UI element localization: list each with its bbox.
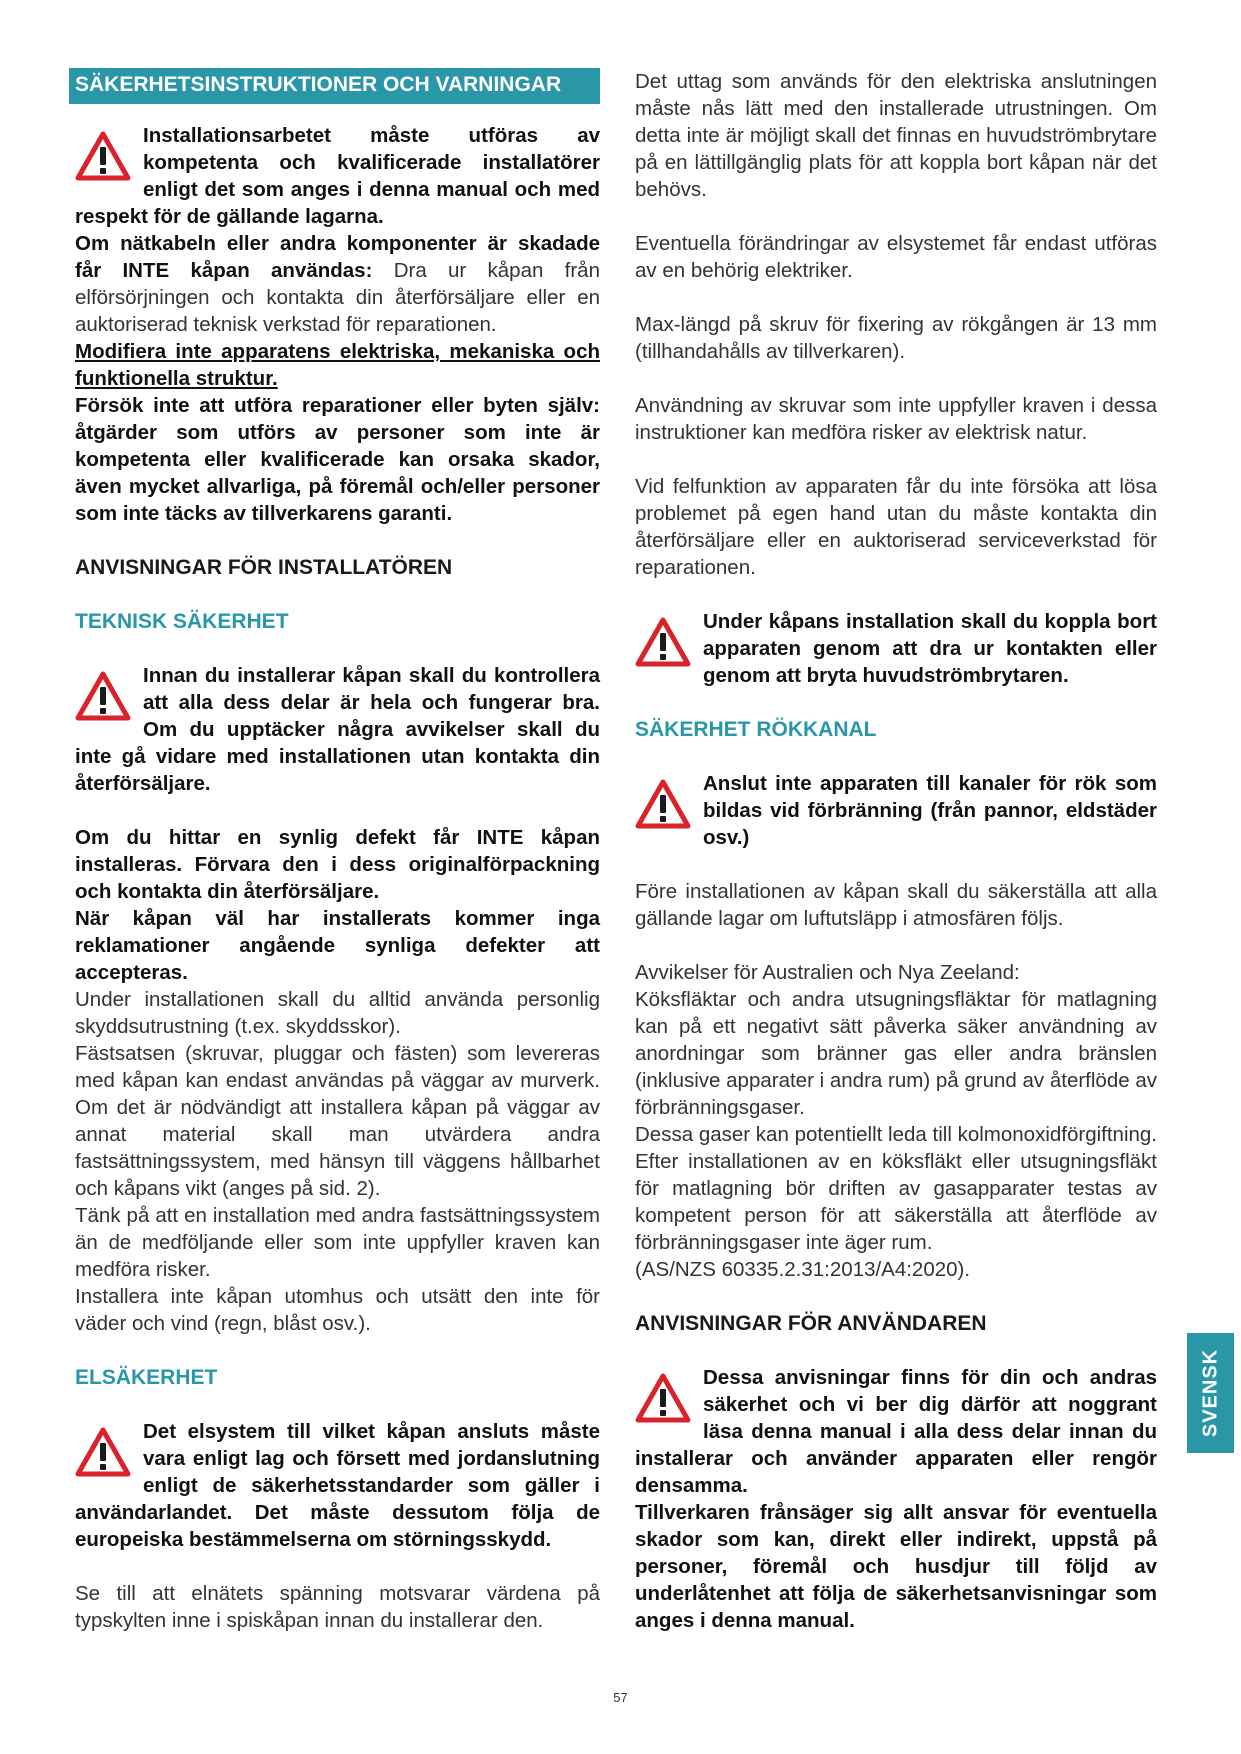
paragraph: Användning av skruvar som inte uppfyller kraven i dessa instruktioner kan medföra risker av elektrisk natur. [635, 394, 1157, 444]
paragraph: Under installationen skall du alltid använda personlig skyddsutrustning (t.ex. skyddsskor). [75, 988, 600, 1038]
warning-block-3 [75, 1418, 600, 1553]
heading-sakerhet-rokkanal: SÄKERHET RÖKKANAL [635, 718, 877, 741]
paragraph: Dessa gaser kan potentiellt leda till kolmonoxidförgiftning. Efter installationen av en köksfläkt eller utsugningsfläkt för matlagning bör driften av gasapparater testas av kompetent person för att säkerställa att återflöde av förbränningsgaser inte äger rum. [635, 1123, 1157, 1254]
warning-text: Det elsystem till vilket kåpan ansluts måste vara enligt lag och försett med jordanslutning enligt de säkerhetsstandarder som gäller i användarlandet. Det måste dessutom följa de europeiska bestämmelserna om störningsskydd. [75, 1420, 600, 1551]
warning-text: Installationsarbetet måste utföras av kompetenta och kvalificerade installatörer enligt det som anges i denna manual och med respekt för de gällande lagarna. [75, 124, 600, 228]
warning-text: Innan du installerar kåpan skall du kontrollera att alla dess delar är hela och fungerar bra. Om du upptäcker några avvikelser skall du inte gå vidare med installationen utan kontakta din återförsäljare. [75, 664, 600, 795]
paragraph: Eventuella förändringar av elsystemet får endast utföras av en behörig elektriker. [635, 232, 1157, 282]
paragraph: Fästsatsen (skruvar, pluggar och fästen) som levereras med kåpan kan endast användas på väggar av murverk. Om det är nödvändigt att installera kåpan på väggar av annat material skall man utvärdera andra fastsättningssystem, med hänsyn till väggens hållbarhet och kåpans vikt (anges på sid. 2). [75, 1042, 600, 1200]
heading-anvandaren: ANVISNINGAR FÖR ANVÄNDAREN [635, 1312, 987, 1335]
warning-triangle-icon [635, 1372, 691, 1424]
heading-teknisk-sakerhet: TEKNISK SÄKERHET [75, 610, 289, 633]
paragraph: Om du hittar en synlig defekt får INTE kåpan installeras. Förvara den i dess originalförpackning och kontakta din återförsäljare. [75, 826, 600, 903]
paragraph: Se till att elnätets spänning motsvarar värdena på typskylten inne i spiskåpan innan du installerar den. [75, 1582, 600, 1632]
paragraph: Tänk på att en installation med andra fastsättningssystem än de medföljande eller som inte uppfyller kraven kan medföra risker. [75, 1204, 600, 1281]
paragraph: Installera inte kåpan utomhus och utsätt den inte för väder och vind (regn, blåst osv.). [75, 1285, 600, 1335]
warning-text: Under kåpans installation skall du koppla bort apparaten genom att dra ur kontakten eller genom att bryta huvudströmbrytaren. [703, 610, 1157, 687]
warning-text: Anslut inte apparaten till kanaler för rök som bildas vid förbränning (från pannor, eldstäder osv.) [703, 772, 1157, 849]
paragraph: När kåpan väl har installerats kommer inga reklamationer angående synliga defekter att accepteras. [75, 907, 600, 984]
paragraph: Köksfläktar och andra utsugningsfläktar för matlagning kan på ett negativt sätt påverka säker användning av anordningar som bränner gas eller andra bränslen (inklusive apparater i andra rum) på grund av återflöde av förbränningsgaser. [635, 988, 1157, 1119]
heading-elsakerhet: ELSÄKERHET [75, 1366, 218, 1389]
warning-block-4 [635, 608, 1157, 689]
warning-triangle-icon [635, 616, 691, 668]
warning-text: Försök inte att utföra reparationer eller byten själv: åtgärder som utförs av personer som inte är kompetenta eller kvalificerade kan orsaka skador, även mycket allvarliga, på föremål och/eller personer som inte täcks av tillverkarens garanti. [75, 394, 600, 525]
language-tab [1187, 1333, 1234, 1453]
warning-text: Dessa anvisningar finns för din och andras säkerhet och vi ber dig därför att noggrant läsa denna manual i alla dess delar innan du installerar och använder apparaten eller rengör densamma. [635, 1366, 1157, 1497]
warning-block-2 [75, 662, 600, 797]
page-number: 57 [613, 1690, 628, 1705]
warning-triangle-icon [75, 130, 131, 182]
warning-text: Modifiera inte apparatens elektriska, mekaniska och funktionella struktur. [75, 340, 600, 390]
warning-triangle-icon [635, 778, 691, 830]
paragraph: Före installationen av kåpan skall du säkerställa att alla gällande lagar om luftutsläpp i atmosfären följs. [635, 880, 1157, 930]
paragraph: (AS/NZS 60335.2.31:2013/A4:2020). [635, 1258, 971, 1281]
heading-installer: ANVISNINGAR FÖR INSTALLATÖREN [75, 556, 453, 579]
warning-block-6 [635, 1364, 1157, 1634]
language-tab-label: SVENSK [1199, 1348, 1221, 1438]
section-header: SÄKERHETSINSTRUKTIONER OCH VARNINGAR [69, 68, 600, 104]
warning-block-1 [75, 122, 600, 527]
paragraph: Avvikelser för Australien och Nya Zeeland: [635, 961, 1020, 984]
paragraph: Max-längd på skruv för fixering av rökgången är 13 mm (tillhandahålls av tillverkaren). [635, 313, 1157, 363]
warning-text: Tillverkaren frånsäger sig allt ansvar för eventuella skador som kan, direkt eller indirekt, uppstå på personer, föremål och husdjur till följd av underlåtenhet att följa de säkerhetsanvisningar som anges i denna manual. [635, 1501, 1157, 1632]
paragraph: Vid felfunktion av apparaten får du inte försöka att lösa problemet på egen hand utan du måste kontakta din återförsäljare eller en auktoriserad serviceverkstad för reparationen. [635, 475, 1157, 579]
paragraph: Det uttag som används för den elektriska anslutningen måste nås lätt med den installerade utrustningen. Om detta inte är möjligt skall det finnas en huvudströmbrytare på en lättillgänglig plats för att koppla bort kåpan när det behövs. [635, 70, 1157, 201]
warning-block-5 [635, 770, 1157, 851]
warning-text: Om nätkabeln eller andra komponenter är skadade får INTE kåpan användas: Dra ur kåpan från elförsörjningen och kontakta din återförsäljare eller en auktoriserad teknisk verkstad för reparationen. [75, 232, 600, 336]
left-column [75, 68, 600, 1634]
right-column [635, 68, 1157, 1634]
warning-triangle-icon [75, 670, 131, 722]
warning-triangle-icon [75, 1426, 131, 1478]
